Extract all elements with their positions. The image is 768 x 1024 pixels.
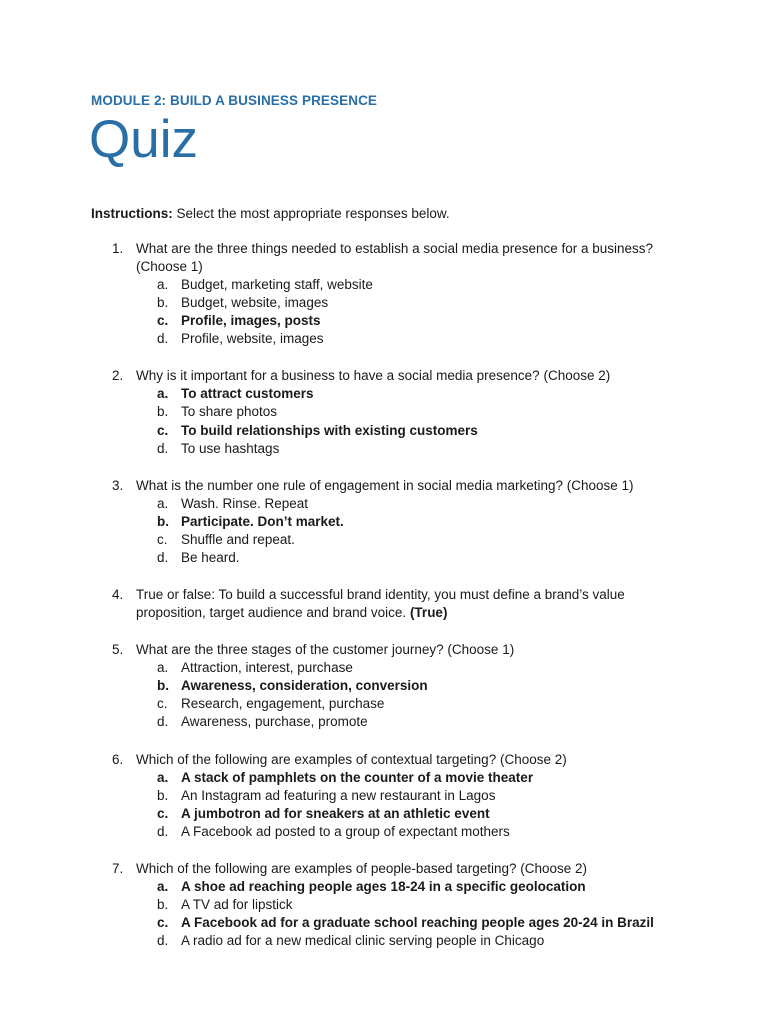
question-text-body: True or false: To build a successful brand identity, you must define a brand’s value proposition, target audience and brand voice.	[136, 587, 625, 621]
option-c	[0, 312, 768, 330]
instructions-label: Instructions:	[91, 206, 173, 221]
option-a	[0, 878, 768, 896]
option-letter: d.	[157, 823, 169, 839]
question-7	[0, 860, 768, 950]
option-c	[0, 531, 768, 549]
option-letter: a.	[157, 660, 169, 676]
option-text: Profile, website, images	[181, 331, 324, 347]
option-a	[0, 659, 768, 677]
option-a	[0, 769, 768, 787]
page-title: Quiz	[89, 110, 198, 169]
option-list	[0, 276, 768, 348]
option-c	[0, 805, 768, 823]
question-text-body: What are the three stages of the customer journey? (Choose 1)	[136, 642, 515, 658]
question-number: 5.	[112, 642, 124, 658]
option-c	[0, 914, 768, 932]
question-text-body: What are the three things needed to establish a social media presence for a business? (Choose 1)	[136, 241, 654, 274]
option-text: Budget, website, images	[181, 295, 329, 311]
option-a	[0, 495, 768, 513]
option-text: To share photos	[181, 404, 278, 420]
option-letter: b.	[157, 513, 169, 529]
option-letter: b.	[157, 404, 169, 420]
option-text: A Facebook ad for a graduate school reaching people ages 20-24 in Brazil	[181, 915, 654, 931]
question-text	[136, 586, 676, 622]
question-text	[136, 477, 676, 495]
option-letter: c.	[157, 422, 169, 438]
option-letter: c.	[157, 915, 169, 931]
question-text-body: Which of the following are examples of contextual targeting? (Choose 2)	[136, 751, 567, 767]
option-text: To attract customers	[181, 386, 314, 402]
option-c	[0, 422, 768, 440]
question-number: 4.	[112, 587, 124, 603]
option-text: To build relationships with existing customers	[181, 422, 478, 438]
question-number: 6.	[112, 751, 124, 767]
option-letter: a.	[157, 495, 169, 511]
option-text: A TV ad for lipstick	[181, 896, 293, 912]
question-text-body: What is the number one rule of engagement in social media marketing? (Choose 1)	[136, 477, 634, 493]
option-letter: d.	[157, 550, 169, 566]
option-letter: b.	[157, 787, 169, 803]
option-letter: c.	[157, 313, 169, 329]
option-list	[0, 385, 768, 457]
option-text: A Facebook ad posted to a group of expectant mothers	[181, 823, 510, 839]
option-a	[0, 276, 768, 294]
option-letter: a.	[157, 769, 169, 785]
option-a	[0, 385, 768, 403]
option-letter: a.	[157, 878, 169, 894]
question-text	[136, 367, 676, 385]
option-letter: d.	[157, 714, 169, 730]
instructions-text: Select the most appropriate responses below.	[172, 206, 450, 221]
question-text	[136, 641, 676, 659]
option-letter: d.	[157, 331, 169, 347]
option-text: An Instagram ad featuring a new restaurant in Lagos	[181, 787, 496, 803]
option-text: A shoe ad reaching people ages 18-24 in a specific geolocation	[181, 878, 586, 894]
option-b	[0, 896, 768, 914]
question-text	[136, 751, 676, 769]
option-d	[0, 330, 768, 348]
option-b	[0, 403, 768, 421]
option-text: A jumbotron ad for sneakers at an athletic event	[181, 805, 490, 821]
module-heading: MODULE 2: BUILD A BUSINESS PRESENCE	[91, 93, 378, 108]
question-text-body: Which of the following are examples of people-based targeting? (Choose 2)	[136, 860, 588, 876]
question-1	[0, 240, 768, 348]
option-b	[0, 294, 768, 312]
option-text: Profile, images, posts	[181, 313, 321, 329]
option-list	[0, 769, 768, 841]
option-text: Research, engagement, purchase	[181, 696, 385, 712]
option-d	[0, 932, 768, 950]
option-text: A radio ad for a new medical clinic serving people in Chicago	[181, 933, 545, 949]
question-4	[0, 586, 768, 622]
question-text-body: Why is it important for a business to have a social media presence? (Choose 2)	[136, 368, 611, 384]
option-text: Budget, marketing staff, website	[181, 277, 373, 292]
option-d	[0, 549, 768, 567]
question-number: 2.	[112, 368, 124, 384]
option-letter: b.	[157, 678, 169, 694]
option-d	[0, 440, 768, 458]
option-text: Be heard.	[181, 550, 240, 566]
option-letter: c.	[157, 696, 168, 712]
option-letter: b.	[157, 295, 169, 311]
option-text: A stack of pamphlets on the counter of a movie theater	[181, 769, 534, 785]
option-list	[0, 495, 768, 567]
option-b	[0, 677, 768, 695]
option-d	[0, 823, 768, 841]
option-list	[0, 878, 768, 950]
question-text	[136, 860, 676, 878]
question-3	[0, 477, 768, 567]
option-d	[0, 713, 768, 731]
option-list	[0, 659, 768, 731]
option-letter: c.	[157, 805, 169, 821]
option-b	[0, 513, 768, 531]
option-letter: a.	[157, 386, 169, 402]
option-b	[0, 787, 768, 805]
instructions	[91, 205, 450, 223]
option-letter: a.	[157, 277, 169, 292]
option-text: Shuffle and repeat.	[181, 531, 295, 547]
question-5	[0, 641, 768, 731]
question-number: 7.	[112, 860, 124, 876]
question-list	[0, 240, 768, 969]
option-text: Awareness, consideration, conversion	[181, 678, 428, 694]
option-text: Wash. Rinse. Repeat	[181, 495, 309, 511]
question-number: 1.	[112, 241, 124, 256]
option-text: Awareness, purchase, promote	[181, 714, 368, 730]
option-c	[0, 695, 768, 713]
answer-indicator: (True)	[406, 605, 448, 621]
option-letter: d.	[157, 440, 169, 456]
question-2	[0, 367, 768, 457]
option-text: Attraction, interest, purchase	[181, 660, 353, 676]
question-6	[0, 751, 768, 841]
question-text	[136, 240, 676, 276]
question-number: 3.	[112, 477, 124, 493]
option-letter: d.	[157, 933, 169, 949]
option-letter: c.	[157, 531, 168, 547]
option-text: To use hashtags	[181, 440, 280, 456]
option-letter: b.	[157, 896, 169, 912]
option-text: Participate. Don’t market.	[181, 513, 344, 529]
